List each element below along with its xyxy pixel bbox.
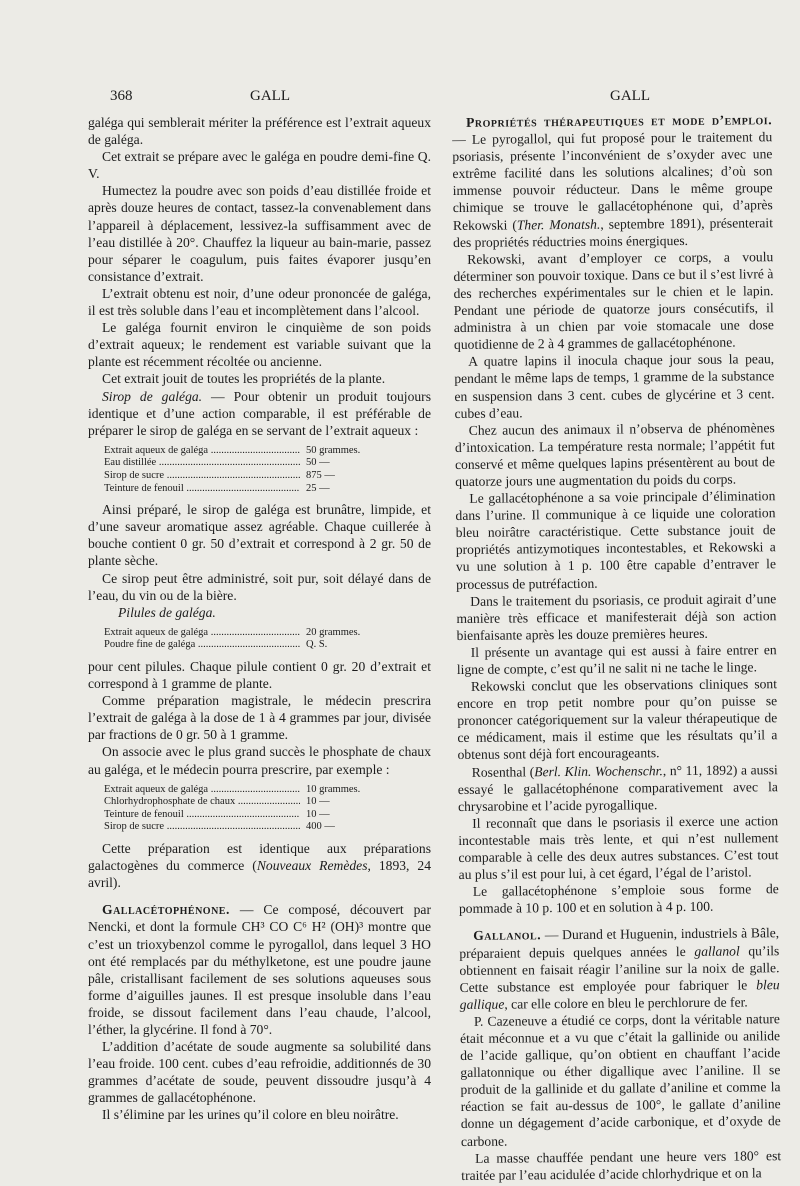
- entry-gallanol: Gallanol. — Durand et Huguenin, industriels à Bâle, préparaient depuis quelques années le gallanol qu’ils obtiennent en faisait réagir l’aniline sur la noix de galle. Cette substance est employée pour fabriquer le bleu gallique, car elle colore en bleu le perchlorure de fer.: [459, 925, 780, 1012]
- paragraph: Le galéga fournit environ le cinquième de son poids d’extrait aqueux; le rendement est variable suivant que la plante est récemment récoltée ou ancienne.: [88, 320, 431, 370]
- paragraph: Le gallacétophénone s’emploie sous forme de pommade à 10 p. 100 et en solution à 4 p. 100.: [458, 881, 779, 917]
- paragraph: A quatre lapins il inocula chaque jour sous la peau, pendant le même laps de temps, 1 gramme de la substance en suspension dans 3 cent. cubes de glycérine et 3 cent. cubes d’eau.: [454, 351, 775, 421]
- paragraph: Cet extrait jouit de toutes les propriétés de la plante.: [102, 371, 386, 387]
- recipe-row: Extrait aqueux de galéga ..... 10 grammes.: [104, 784, 404, 797]
- running-header: [0, 88, 800, 108]
- left-running-title: GALL: [250, 88, 290, 104]
- page-number: 368: [110, 88, 133, 104]
- paragraph: L’addition d’acétate de soude augmente sa solubilité dans l’eau froide. 100 cent. cubes d’eau refroidie, additionnés de 30 grammes d’acétate de soude, peuvent dissoudre jusqu’à 4 grammes de gallacétophénone.: [88, 1039, 431, 1106]
- paragraph: L’extrait obtenu est noir, d’une odeur prononcée de galéga, il est très soluble dans l’eau et incomplètement dans l’alcool.: [88, 285, 431, 319]
- recipe-row: Extrait aqueux de galéga ..... 50 grammes.: [104, 445, 404, 458]
- recipe-row: Teinture de fenouil ..... 25 —: [104, 483, 404, 496]
- recipe-row: Teinture de fenouil ..... 10 —: [104, 809, 404, 822]
- recipe-row: Sirop de sucre ..... 400 —: [104, 821, 404, 834]
- paragraph: Le gallacétophénone a sa voie principale d’élimination dans l’urine. Il communique à ce liquide une coloration bleu noirâtre caractéristique. Cette substance jouit de propriétés antizymotiques incontestables, et Rekowski a vu une solution à 1 p. 100 être capable d’entraver le processus de putréfaction.: [455, 488, 777, 592]
- paragraph: Rosenthal (Berl. Klin. Wochenschr., n° 11, 1892) a aussi essayé le gallacétophénone comparativement avec la chrysarobine et l’acide pyrogallique.: [457, 761, 778, 814]
- paragraph: Il s’élimine par les urines qu’il colore en bleu noirâtre.: [102, 1107, 399, 1123]
- paragraph: Dans le traitement du psoriasis, ce produit agirait d’une manière très efficace et manifesterait déjà son action bienfaisante après les douze premières heures.: [456, 590, 777, 643]
- paragraph: La masse chauffée pendant une heure vers 180° est traitée par l’eau acidulée d’acide chlorhydrique et on la: [461, 1147, 782, 1183]
- reference-title: Ther. Monatsh.: [516, 216, 601, 233]
- section-title-sirop: Sirop de galéga.: [102, 388, 203, 404]
- subsection-title: Propriétés thérapeutiques et mode d’emploi.: [466, 112, 773, 130]
- section-title-pilules: Pilules de galéga.: [118, 604, 216, 620]
- entry-gallacetophenone: Gallacétophénone. — Ce composé, découvert par Nencki, et dont la formule CH³ CO C⁶ H² (OH)³ montre que c’est un trioxybenzol comme le pyrogallol, dans lequel 3 HO ont été remplacés par du méthylketone, est une poudre jaune pâle, cristallisant facilement de ses solutions aqueuses sous forme d’aiguilles jaunes. Il est presque insoluble dans l’eau froide, se dissout facilement dans l’eau chaude, l’alcool, l’éther, la glycérine. Il fond à 70°.: [88, 902, 431, 1037]
- recipe-row: Eau distillée ..... 50 —: [104, 457, 404, 470]
- paragraph: Propriétés thérapeutiques et mode d’emploi. — Le pyrogallol, qui fut proposé pour le traitement du psoriasis, présente l’inconvénient de s’oxyder avec une extrême facilité dans les solutions alcalines; d’où son immense pouvoir réducteur. Dans le même groupe chimique se trouve le gallacétophénone qui, d’après Rekowski (Ther. Monatsh., septembre 1891), présenterait des propriétés réductries moins énergiques.: [452, 112, 774, 250]
- paragraph: Ainsi préparé, le sirop de galéga est brunâtre, limpide, et d’une saveur aromatique assez agréable. Chaque cuillerée à bouche contient 0 gr. 50 d’extrait et correspond à 2 gr. 50 de plante sèche.: [88, 502, 431, 569]
- recipe-row: Extrait aqueux de galéga ..... 20 grammes.: [104, 627, 404, 640]
- paragraph: Rekowski, avant d’employer ce corps, a voulu déterminer son pouvoir toxique. Dans ce but il s’est livré à des recherches expérimentales sur le chien et le lapin. Pendant une période de quatorze jours consécutifs, il administra à un chien par voie stomacale une dose quotidienne de 2 à 4 grammes de gallacétophénone.: [453, 248, 774, 353]
- recipe-table-sirop: [104, 445, 404, 495]
- reference-title: Berl. Klin. Wochenschr.: [534, 762, 663, 779]
- reference-title: Nouveaux Remèdes: [256, 858, 368, 874]
- right-running-title: GALL: [610, 88, 650, 104]
- paragraph: galéga qui semblerait mériter la préférence est l’extrait aqueux de galéga.: [88, 115, 431, 148]
- paragraph: Cette préparation est identique aux préparations galactogènes du commerce (Nouveaux Remèdes, 1893, 24 avril).: [88, 841, 432, 891]
- paragraph: Rekowski conclut que les observations cliniques sont encore en trop petit nombre pour qu’on puisse se prononcer catégoriquement sur la valeur thérapeutique de ce médicament, mais il estime que les résultats qu’il a obtenus sont déjà fort encourageants.: [457, 676, 778, 763]
- left-column: [88, 114, 431, 1124]
- recipe-table-phosphate: [104, 784, 404, 834]
- recipe-row: Chlorhydrophosphate de chaux ..... 10 —: [104, 796, 404, 809]
- entry-term: Gallanol.: [473, 927, 542, 944]
- paragraph: On associe avec le plus grand succès le phosphate de chaux au galéga, et le médecin pourra prescrire, par exemple :: [88, 744, 431, 777]
- paragraph: Sirop de galéga. — Pour obtenir un produit toujours identique et d’une action comparable, il est préférable de préparer le sirop de galéga en se servant de l’extrait aqueux :: [88, 388, 431, 438]
- right-column: [452, 111, 781, 1184]
- paragraph: Chez aucun des animaux il n’observa de phénomènes d’intoxication. La température resta normale; l’appétit fut conservé et même quelques lapins présentèrent au bout de quatorze jours une augmentation du poids du corps.: [454, 419, 776, 489]
- paragraph: Ce sirop peut être administré, soit pur, soit délayé dans de l’eau, du vin ou de la bière.: [88, 570, 431, 603]
- recipe-row: Poudre fine de galéga ..... Q. S.: [104, 639, 404, 652]
- recipe-row: Sirop de sucre ..... 875 —: [104, 470, 404, 483]
- paragraph: Cet extrait se prépare avec le galéga en poudre demi-fine Q. V.: [88, 149, 431, 182]
- paragraph: Comme préparation magistrale, le médecin prescrira l’extrait de galéga à la dose de 1 à 4 grammes par jour, divisée par fractions de 0 gr. 50 à 1 gramme.: [88, 693, 431, 743]
- paragraph: pour cent pilules. Chaque pilule contient 0 gr. 20 d’extrait et correspond à 1 gramme de plante.: [88, 659, 431, 692]
- entry-term: Gallacétophénone.: [102, 902, 230, 918]
- recipe-table-pilules: [104, 627, 404, 652]
- paragraph: Humectez la poudre avec son poids d’eau distillée froide et après douze heures de contact, tassez-la convenablement dans l’appareil à déplacement, lessivez-la suffisamment avec de l’eau distillée à 20°. Chauffez la liqueur au bain-marie, passez pour séparer le coagulum, puis faites évaporer jusqu’en consistance d’extrait.: [88, 183, 431, 284]
- paragraph: Il présente un avantage qui est aussi à faire entrer en ligne de compte, c’est qu’il ne salit ni ne tache le linge.: [456, 642, 777, 677]
- paragraph: Il reconnaît que dans le psoriasis il exerce une action incontestable mais très lente, et qui n’est nullement comparable à celle des deux autres substances. C’est tout au plus s’il est pour lui, à cet égard, l’égal de l’aristol.: [458, 813, 779, 883]
- paragraph: P. Cazeneuve a étudié ce corps, dont la véritable nature était méconnue et a vu que c’était la gallinide ou anilide de l’acide gallique, qu’on obtient en chauffant l’acide gallatonnique ou éther digallique avec l’aniline. Il se produit de la gallinide et du gallate d’aniline et comme la réaction se fait au-dessus de 100°, le gallate d’aniline donne un dégagement d’acide carbonique, et d’oxyde de carbone.: [460, 1011, 781, 1149]
